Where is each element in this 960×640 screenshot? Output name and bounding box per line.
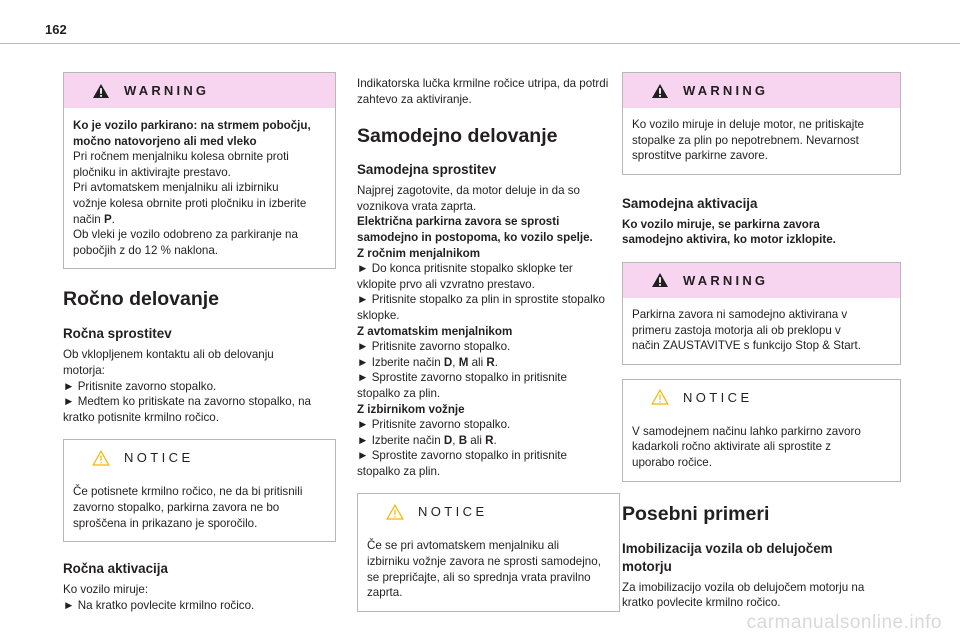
warning-header [623, 263, 900, 298]
warning-body [623, 108, 900, 174]
warning-lead: Ko je vozilo parkirano: na strmem pobočju, močno natovorjeno ali med vleko [73, 119, 311, 148]
mode-p: P [103, 212, 112, 226]
warning-line: Ob vleki je vozilo odobreno za parkiranje na [73, 228, 298, 242]
text-line: Za imobilizacijo vozila ob delujočem motorju na [622, 580, 865, 594]
manual-release-text [63, 347, 336, 425]
step-line: sklopke. [357, 308, 400, 322]
notice-line: se prepričajte, ali so sprednja vrata pravilno [367, 570, 591, 584]
intro-text [357, 76, 630, 107]
notice-line: zaprta. [367, 586, 403, 600]
step-line: ► Sprostite zavorno stopalko in pritisnite [357, 371, 567, 385]
warning-line: Ko vozilo miruje in deluje motor, ne pritiskajte [632, 118, 864, 131]
warning-line: sprostitve parkirne zavore. [632, 149, 768, 163]
notice-header [623, 380, 900, 415]
manual-activation-text [63, 582, 336, 613]
warning-header [623, 73, 900, 108]
auto-activation-text [622, 217, 895, 248]
notice-label: NOTICE [124, 450, 194, 466]
warning-line: Parkirna zavora ni samodejno aktivirana v [632, 307, 848, 321]
warning-label: WARNING [124, 83, 210, 98]
subtitle-immobilisation [622, 540, 895, 576]
warning-body [623, 298, 900, 364]
notice-label: NOTICE [418, 504, 488, 520]
mode-b: B [458, 433, 468, 447]
warning-label: WARNING [683, 83, 769, 98]
notice-line: Če se pri avtomatskem menjalniku ali [367, 539, 560, 553]
warning-line: stopalke za plin po nepotrebnem. Nevarnost [632, 133, 859, 147]
notice-line: sproščena in prikazano je sporočilo. [73, 516, 258, 530]
notice-box-automatic-mode [622, 379, 901, 482]
warning-box-parking [63, 72, 336, 269]
step-prefix: ► Izberite način [357, 433, 444, 447]
subtitle-manual-release: Ročna sprostitev [63, 326, 172, 342]
notice-body [64, 475, 335, 541]
section-title-automatic: Samodejno delovanje [357, 125, 558, 148]
notice-line: izbirniku vožnje zavora ne sprosti samodejno, [367, 555, 601, 569]
section-title-manual: Ročno delovanje [63, 288, 220, 311]
auto-release-text [357, 183, 630, 479]
subtitle-line: Imobilizacija vozila ob delujočem [622, 540, 833, 556]
bold-line: Ko vozilo miruje, se parkirna zavora [622, 217, 820, 231]
warning-label: WARNING [683, 272, 769, 288]
column-right [622, 72, 895, 611]
notice-line: kadarkoli ročno aktivirate ali sprostite z [632, 440, 832, 454]
step-line-modes [357, 433, 630, 449]
warning-triangle-icon [651, 272, 669, 288]
notice-line: V samodejnem načinu lahko parkirno zavoro [632, 424, 861, 438]
notice-line: Če potisnete krmilno ročico, ne da bi pritisnili [73, 485, 303, 499]
subtitle-auto-activation: Samodejna aktivacija [622, 195, 758, 211]
text-line: Ob vklopljenem kontaktu ali ob delovanju [63, 348, 274, 362]
automatic-gearbox-heading: Z avtomatskim menjalnikom [357, 324, 513, 338]
step-line: vklopite prvo ali vzvratno prestavo. [357, 277, 535, 291]
text-line: Najprej zagotovite, da motor deluje in da so [357, 184, 580, 198]
warning-box-accelerator [622, 72, 901, 175]
text-line: ► Na kratko povlecite krmilno ročico. [63, 598, 255, 612]
text-line: Ko vozilo miruje: [63, 583, 149, 597]
step-prefix: ► Izberite način [357, 355, 444, 369]
mode-d: D [443, 355, 453, 369]
warning-line: pločniku in aktivirajte prestavo. [73, 165, 231, 179]
warning-line: primeru zastoja motorja ali ob preklopu v [632, 323, 841, 337]
warning-line: način ZAUSTAVITVE s funkcijo Stop & Start. [632, 339, 861, 353]
immobilisation-text [622, 580, 895, 611]
step-line: ► Pritisnite stopalko za plin in sprostite stopalko [357, 293, 605, 307]
mode-prefix: način [73, 212, 104, 226]
notice-label: NOTICE [683, 389, 753, 405]
notice-line: uporabo ročice. [632, 455, 712, 469]
subtitle-auto-release: Samodejna sprostitev [357, 162, 497, 178]
sep: , [452, 355, 459, 369]
mode-r: R [485, 433, 494, 447]
step-line-modes [357, 355, 630, 371]
section-title-special-cases: Posebni primeri [622, 502, 770, 525]
notice-header [358, 494, 619, 529]
sep: , [452, 433, 459, 447]
text-line: ► Medtem ko pritiskate na zavorno stopalko, na [63, 395, 311, 409]
warning-line: Pri ročnem menjalniku kolesa obrnite proti [73, 150, 289, 164]
text-line: motorja: [63, 363, 105, 377]
sep: ali [467, 433, 486, 447]
mode-d: D [443, 433, 453, 447]
drive-selector-heading: Z izbirnikom vožnje [357, 402, 465, 416]
mode-r: R [486, 355, 495, 369]
column-middle [357, 76, 630, 612]
text-line: kratko povlecite krmilno ročico. [622, 596, 781, 610]
warning-triangle-icon [651, 83, 669, 99]
watermark: carmanualsonline.info [746, 612, 942, 633]
mode-m: M [458, 355, 469, 369]
bold-line: samodejno in postopoma, ko vozilo spelje. [357, 230, 593, 244]
warning-box-stall [622, 262, 901, 365]
end: . [494, 355, 499, 369]
step-line: ► Pritisnite zavorno stopalko. [357, 340, 511, 354]
notice-line: zavorno stopalko, parkirna zavora ne bo [73, 500, 280, 514]
mode-suffix: . [111, 212, 115, 226]
warning-body [64, 108, 335, 268]
notice-triangle-icon [386, 504, 404, 520]
warning-line: vožnje kolesa obrnite proti pločniku in izberite [73, 196, 307, 210]
text-line: voznikova vrata zaprta. [357, 199, 477, 213]
column-left [63, 72, 336, 613]
bold-line: Električna parkirna zavora se sprosti [357, 215, 560, 229]
bold-line: samodejno aktivira, ko motor izklopite. [622, 233, 836, 247]
step-line: ► Sprostite zavorno stopalko in pritisnite [357, 449, 567, 463]
text-line: Indikatorska lučka krmilne ročice utripa, da potrdi [357, 77, 609, 90]
step-line: ► Pritisnite zavorno stopalko. [357, 418, 511, 432]
text-line: kratko potisnite krmilno ročico. [63, 410, 219, 424]
text-line: ► Pritisnite zavorno stopalko. [63, 379, 217, 393]
page-number: 162 [45, 22, 67, 37]
notice-body [623, 415, 900, 481]
warning-triangle-icon [92, 83, 110, 99]
notice-body [358, 529, 619, 610]
subtitle-manual-activation: Ročna aktivacija [63, 561, 168, 577]
step-line: stopalko za plin. [357, 464, 441, 478]
notice-header [64, 440, 335, 475]
notice-triangle-icon [92, 450, 110, 466]
subtitle-line: motorju [622, 558, 672, 574]
sep: ali [468, 355, 487, 369]
warning-line: Pri avtomatskem menjalniku ali izbirniku [73, 181, 279, 195]
header-rule [0, 43, 960, 44]
notice-box-front-doors [357, 493, 620, 611]
manual-gearbox-heading: Z ročnim menjalnikom [357, 246, 481, 260]
notice-triangle-icon [651, 389, 669, 405]
notice-box-lever [63, 439, 336, 542]
warning-mode-line [73, 212, 326, 228]
text-line: zahtevo za aktiviranje. [357, 92, 472, 106]
step-line: ► Do konca pritisnite stopalko sklopke ter [357, 262, 573, 276]
warning-header [64, 73, 335, 108]
warning-line: pobočjih z do 12 % naklona. [73, 243, 219, 257]
end: . [493, 433, 497, 447]
step-line: stopalko za plin. [357, 386, 441, 400]
